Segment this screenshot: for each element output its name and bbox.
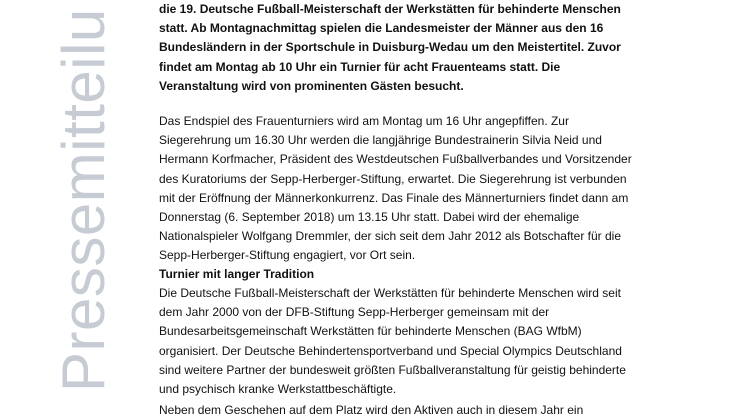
text-line: Neben dem Geschehen auf dem Platz wird den Aktiven auch in diesem Jahr ein xyxy=(159,403,584,417)
text-line: Donnerstag (6. September 2018) um 13.15 Uhr statt. Dabei wird der ehemalige xyxy=(159,209,580,224)
text-line: Siegerehrung um 16.30 Uhr werden die langjährige Bundestrainerin Silvia Neid und xyxy=(159,133,602,148)
text-line: dem Jahr 2000 von der DFB-Stiftung Sepp-Herberger gemeinsam mit der xyxy=(159,305,550,320)
text-line: Sepp-Herberger-Stiftung engagiert, vor Ort sein. xyxy=(159,248,416,263)
text-line: und psychisch kranke Werkstattbeschäftigte. xyxy=(159,381,397,396)
closing-paragraph xyxy=(159,401,583,420)
text-line: Hermann Korfmacher, Präsident des Westdeutschen Fußballverbandes und Vorsitzender xyxy=(159,152,632,167)
text-line: des Kuratoriums der Sepp-Herberger-Stiftung, erwartet. Die Siegerehrung ist verbunden xyxy=(159,171,627,186)
tradition-paragraph xyxy=(159,284,626,399)
intro-paragraph xyxy=(159,0,621,96)
text-line: statt. Ab Montagnachmittag spielen die Landesmeister der Männer aus den 16 xyxy=(159,21,604,36)
section-heading-tradition: Turnier mit langer Tradition xyxy=(159,267,315,281)
text-line: Nationalspieler Wolfgang Dremmler, der sich seit dem Jahr 2012 als Botschafter für die xyxy=(159,229,621,244)
text-line: Bundesarbeitsgemeinschaft Werkstätten für behinderte Menschen (BAG WfbM) xyxy=(159,324,582,339)
text-line: mit der Eröffnung der Männerkonkurrenz. Das Finale des Männerturniers findet dann am xyxy=(159,190,629,205)
text-line: organisiert. Der Deutsche Behindertensportverband und Special Olympics Deutschland xyxy=(159,343,622,358)
text-line: Die Deutsche Fußball-Meisterschaft der Werkstätten für behinderte Menschen wird seit xyxy=(159,286,621,300)
text-line: Bundesländern in der Sportschule in Duisburg-Wedau um den Meistertitel. Zuvor xyxy=(159,40,621,55)
text-line: sind weitere Partner der bundesweit größten Fußballveranstaltung für geistig behinderte xyxy=(159,362,626,377)
press-release-side-title: Pressemitteilu xyxy=(50,8,117,392)
text-line: Veranstaltung wird von prominenten Gästen besucht. xyxy=(159,78,464,93)
final-schedule-paragraph xyxy=(159,112,632,266)
text-line: die 19. Deutsche Fußball-Meisterschaft der Werkstätten für behinderte Menschen xyxy=(159,2,621,16)
text-line: findet am Montag ab 10 Uhr ein Turnier für acht Frauenteams statt. Die xyxy=(159,59,561,74)
text-line: Das Endspiel des Frauenturniers wird am Montag um 16 Uhr angepfiffen. Zur xyxy=(159,114,569,128)
